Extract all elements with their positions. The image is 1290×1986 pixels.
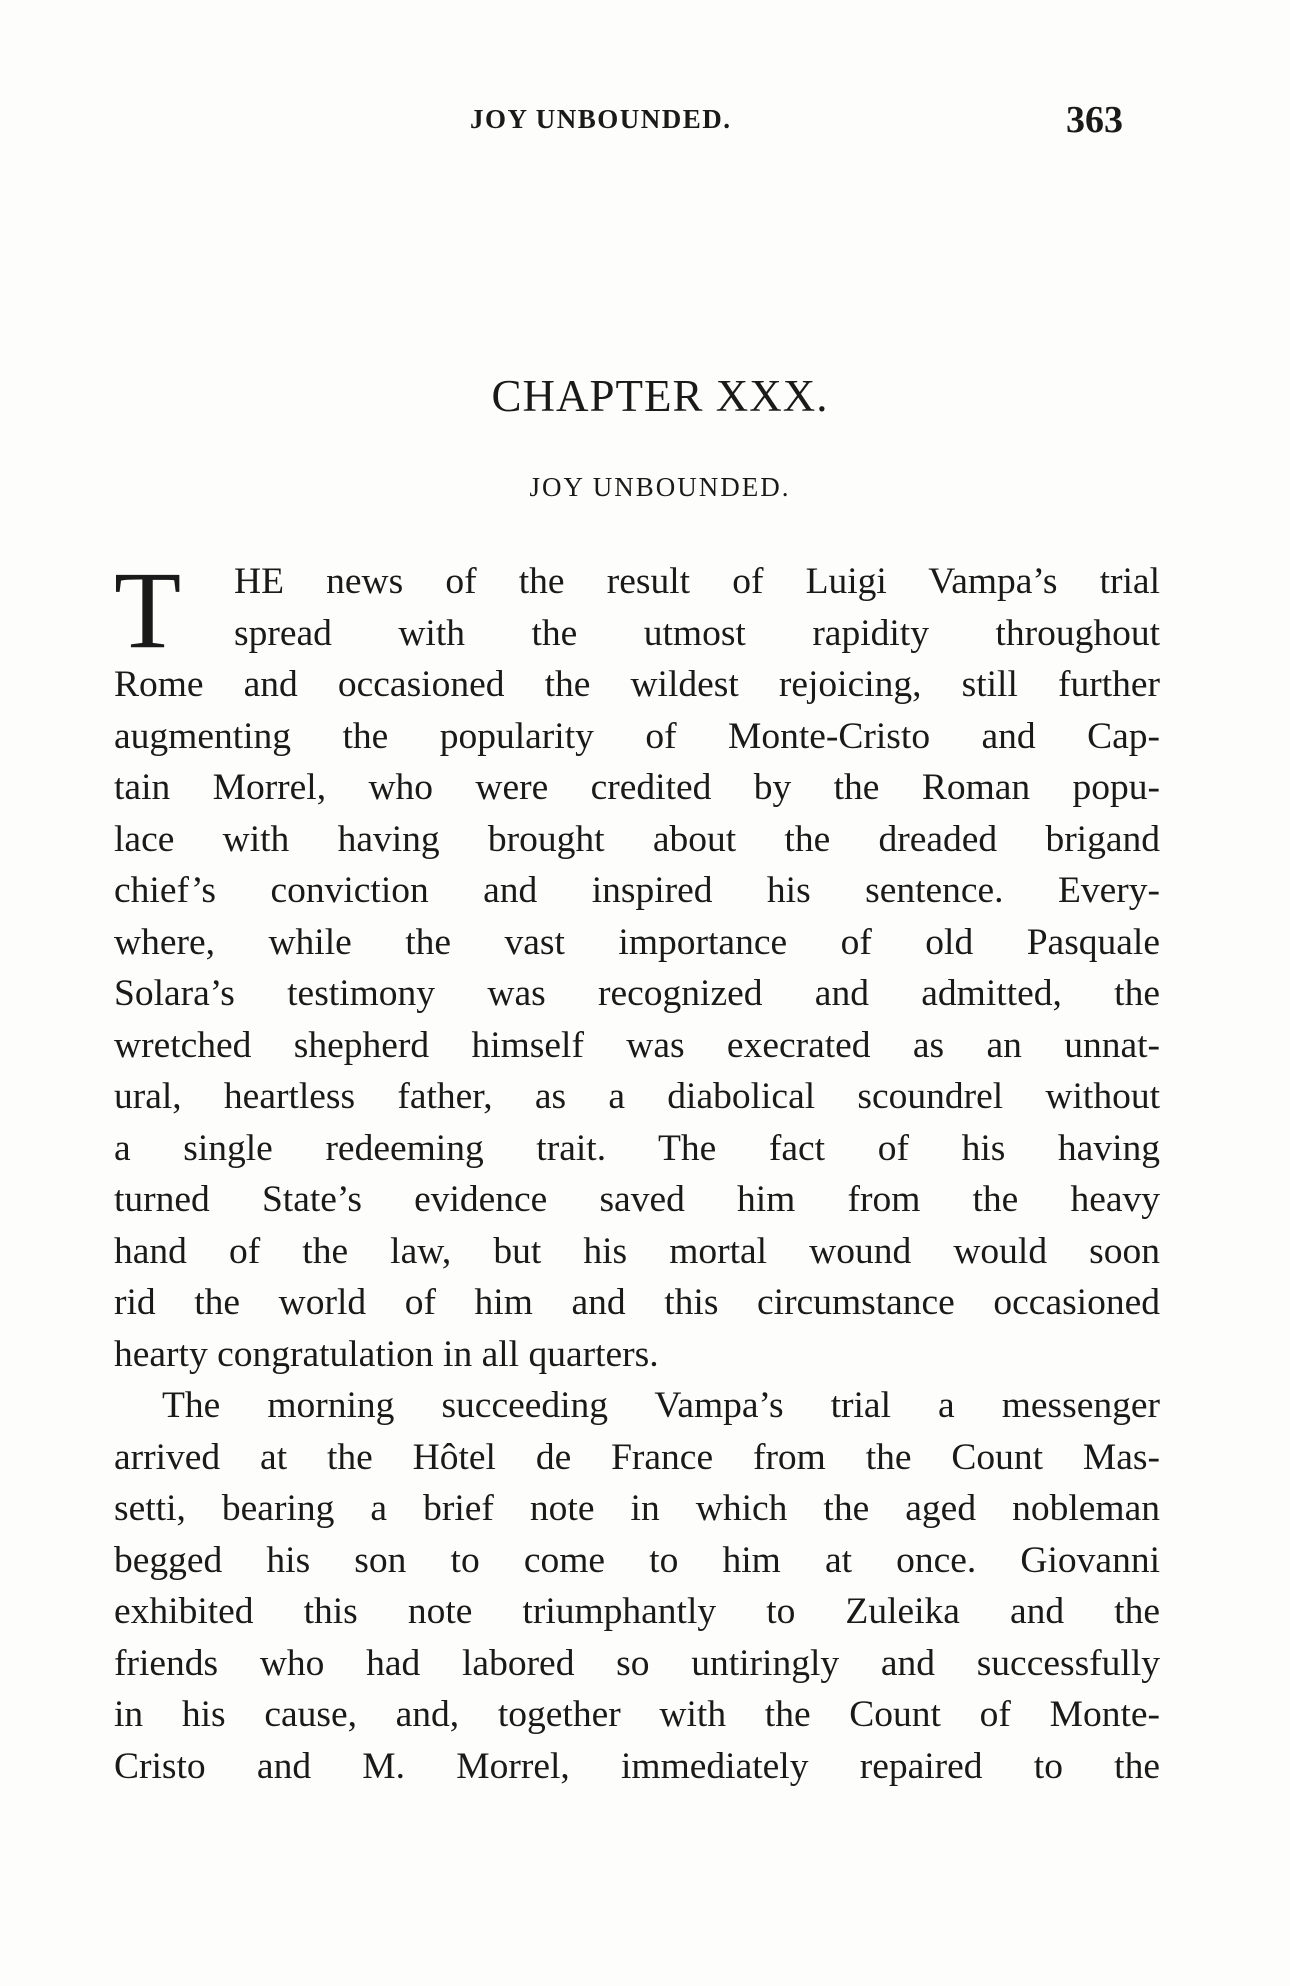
text-line: tain Morrel, who were credited by the Roman popu- [114, 767, 1160, 808]
text-line: turned State’s evidence saved him from the heavy [114, 1179, 1160, 1220]
text-line: ural, heartless father, as a diabolical scoundrel without [114, 1076, 1160, 1117]
chapter-subtitle: JOY UNBOUNDED. [529, 472, 791, 502]
text-line: exhibited this note triumphantly to Zuleika and the [114, 1591, 1160, 1632]
text-line: The morning succeeding Vampa’s trial a messenger [162, 1385, 1160, 1426]
page-number: 363 [1066, 99, 1123, 141]
text-line: setti, bearing a brief note in which the aged nobleman [114, 1488, 1160, 1529]
text-line: augmenting the popularity of Monte-Cristo and Cap- [114, 715, 1160, 757]
body-text [114, 549, 1160, 1792]
running-title: JOY UNBOUNDED. [470, 104, 732, 134]
text-line: wretched shepherd himself was execrated as an unnat- [114, 1024, 1160, 1066]
text-line: friends who had labored so untiringly and successfully [114, 1642, 1160, 1684]
running-head [0, 99, 1290, 144]
text-line: rid the world of him and this circumstance occasioned [114, 1282, 1160, 1323]
chapter-heading: CHAPTER XXX. [491, 371, 829, 421]
text-line: Solara’s testimony was recognized and admitted, the [114, 973, 1160, 1014]
drop-cap: T [114, 549, 182, 671]
text-line: where, while the vast importance of old Pasquale [114, 921, 1160, 963]
text-line: a single redeeming trait. The fact of his having [114, 1127, 1160, 1169]
text-line: lace with having brought about the dreaded brigand [114, 818, 1160, 860]
text-line: Cristo and M. Morrel, immediately repaired to the [114, 1745, 1160, 1787]
text-line: arrived at the Hôtel de France from the Count Mas- [114, 1436, 1160, 1478]
text-line: chief’s conviction and inspired his sentence. Every- [114, 870, 1160, 911]
text-line: spread with the utmost rapidity throughout [234, 612, 1160, 654]
text-line: Rome and occasioned the wildest rejoicing, still further [114, 664, 1160, 705]
text-line: hand of the law, but his mortal wound would soon [114, 1230, 1160, 1272]
text-line: hearty congratulation in all quarters. [114, 1333, 659, 1375]
text-line: begged his son to come to him at once. Giovanni [114, 1539, 1160, 1581]
text-line: in his cause, and, together with the Count of Monte- [114, 1694, 1160, 1735]
text-line: HE news of the result of Luigi Vampa’s trial [234, 561, 1160, 602]
